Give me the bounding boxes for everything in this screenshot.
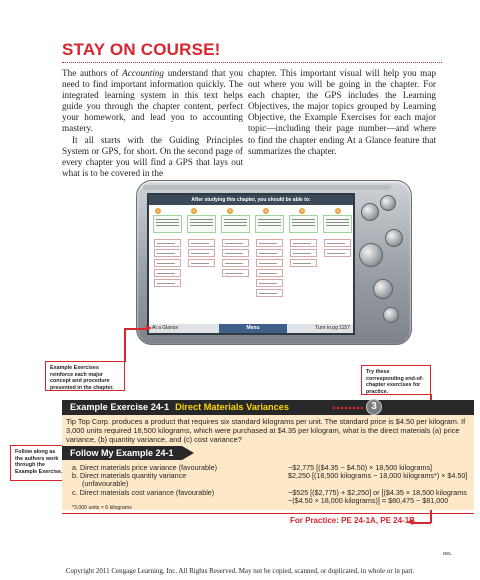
device-knob [373, 279, 393, 299]
topic-cell [154, 279, 181, 287]
callout-connector [413, 522, 431, 524]
topic-cell [222, 269, 249, 277]
follow-my-example-title: Follow My Example 24-1 [70, 448, 174, 458]
device-knob [380, 195, 396, 211]
topic-cell [324, 249, 351, 257]
topic-cell [256, 289, 283, 297]
callout-example-exercises: Example Exercises reinforce each major concept and procedure presented in the chapter. [45, 361, 125, 391]
solution-c-value-cont: −($4.50 × 18,000 kilograms)] = $80,475 − $81,000 [288, 496, 449, 505]
intro-text-a: The authors of [62, 68, 123, 78]
arrow-right-icon [146, 325, 152, 331]
device-knob [383, 307, 399, 323]
topic-cell [188, 249, 215, 257]
gps-screen [147, 193, 355, 335]
turn-to-page-label: Turn to pg 1157 [315, 325, 350, 331]
example-exercise-title [70, 402, 289, 412]
example-problem-text: Tip Top Corp. produces a product that requires six standard kilograms per unit. The standard price is $4.50 per kilogram. If 3,000 units required 18,500 kilograms, which were purchased at $4.35 per kilogram, what is the direct materials (a) price variance, (b) quantity variance, and (c) cost variance? [66, 417, 466, 444]
callout-connector [124, 328, 126, 362]
topic-cell [290, 239, 317, 247]
topic-cell [154, 239, 181, 247]
at-a-glance-label: At a Glance [152, 325, 179, 331]
gps-paragraph: It all starts with the Guiding Principles System or GPS, for short. On the second page of every chapter you will find a GPS that lays out what is to be covered in the [62, 134, 243, 178]
device-top-bar [143, 185, 391, 190]
gps-paragraph-continued: chapter. This important visual will help you map out where you will be going in the chapter. For each chapter, the GPS includes the Learning Objectives, the major topics grouped by Learning Objective, the Example Exercises for each major topic—including their page number—and where to find the chapter ending At a Glance feature that summarizes the chapter. [248, 68, 436, 156]
callout-connector [124, 328, 146, 330]
objective-box [153, 215, 182, 233]
body-column-right [248, 68, 436, 157]
gps-screen-header: After studying this chapter, you should be able to: [149, 195, 353, 205]
objective-box [221, 215, 250, 233]
topic-cell [222, 259, 249, 267]
intro-text-b: understand that you need to find important information quickly. The integrated learning system in this text helps guide you through the chapter content, perfect your homework, and lead you to accounting mastery. [62, 68, 244, 134]
solution-b-value: $2,250 [(18,500 kilograms − 18,000 kilograms*) × $4.50] [288, 471, 468, 480]
solution-a-value: −$2,775 [($4.35 − $4.50) × 18,500 kilograms] [288, 463, 433, 472]
solution-b-label: b. Direct materials quantity variance [72, 471, 187, 480]
page-mark: NEL [443, 551, 452, 556]
objective-number: 4 [264, 208, 268, 213]
topic-cell [256, 259, 283, 267]
objective-number: 6 [336, 208, 340, 213]
topic-cell [256, 269, 283, 277]
topic-cell [290, 259, 317, 267]
practice-divider [62, 513, 474, 514]
book-title: Accounting [122, 68, 164, 78]
solution-b-label-cont: (unfavourable) [82, 479, 129, 488]
title-divider [62, 62, 442, 63]
topic-cell [256, 279, 283, 287]
solution-c-value: −$525 [($2,775) + $2,250] or [($4.35 × 18,500 kilograms [288, 488, 467, 497]
objective-box [323, 215, 352, 233]
topic-cell [188, 259, 215, 267]
topic-cell [222, 239, 249, 247]
objective-number: 1 [156, 208, 160, 213]
gps-menu-button: Menu [219, 324, 287, 333]
objective-box [255, 215, 284, 233]
topic-cell [154, 259, 181, 267]
topic-cell [154, 269, 181, 277]
gps-screen-footer [149, 324, 353, 333]
learning-objective-badge: 3 [366, 399, 382, 415]
for-practice-reference: For Practice: PE 24-1A, PE 24-1B [290, 516, 415, 525]
topic-cell [256, 239, 283, 247]
solution-c-label: c. Direct materials cost variance (favourable) [72, 488, 215, 497]
example-exercise-subtitle: Direct Materials Variances [175, 402, 289, 412]
solution-a-label: a. Direct materials price variance (favourable) [72, 463, 218, 472]
callout-follow-along: Follow along as the authors work through the Example Exercise. [10, 445, 70, 481]
example-exercise-label: Example Exercise 24-1 [70, 402, 170, 412]
topic-cell [154, 249, 181, 257]
solution-footnote: *3,000 units × 6 kilograms [72, 505, 132, 511]
page-title: STAY ON COURSE! [62, 40, 221, 59]
objective-number: 5 [300, 208, 304, 213]
gps-device [136, 180, 412, 345]
topic-cell [188, 239, 215, 247]
objective-numbers [155, 208, 351, 214]
dotted-leader [332, 406, 364, 410]
body-column-left [62, 68, 243, 179]
topic-cell [324, 239, 351, 247]
topic-cell [222, 249, 249, 257]
objective-number: 3 [228, 208, 232, 213]
topic-cell [290, 249, 317, 257]
callout-practice: Try these corresponding end-of-chapter exercises for practice. [361, 365, 431, 395]
device-knob [359, 243, 383, 267]
topic-cell [256, 249, 283, 257]
intro-paragraph [62, 68, 243, 135]
device-knob [385, 229, 403, 247]
copyright-notice: Copyright 2011 Cengage Learning, Inc. All Rights Reserved. May not be copied, scanned, or duplicated, in whole or in part. [65, 567, 415, 575]
objective-number: 2 [192, 208, 196, 213]
objective-box [187, 215, 216, 233]
objective-box [289, 215, 318, 233]
device-knob [361, 203, 379, 221]
